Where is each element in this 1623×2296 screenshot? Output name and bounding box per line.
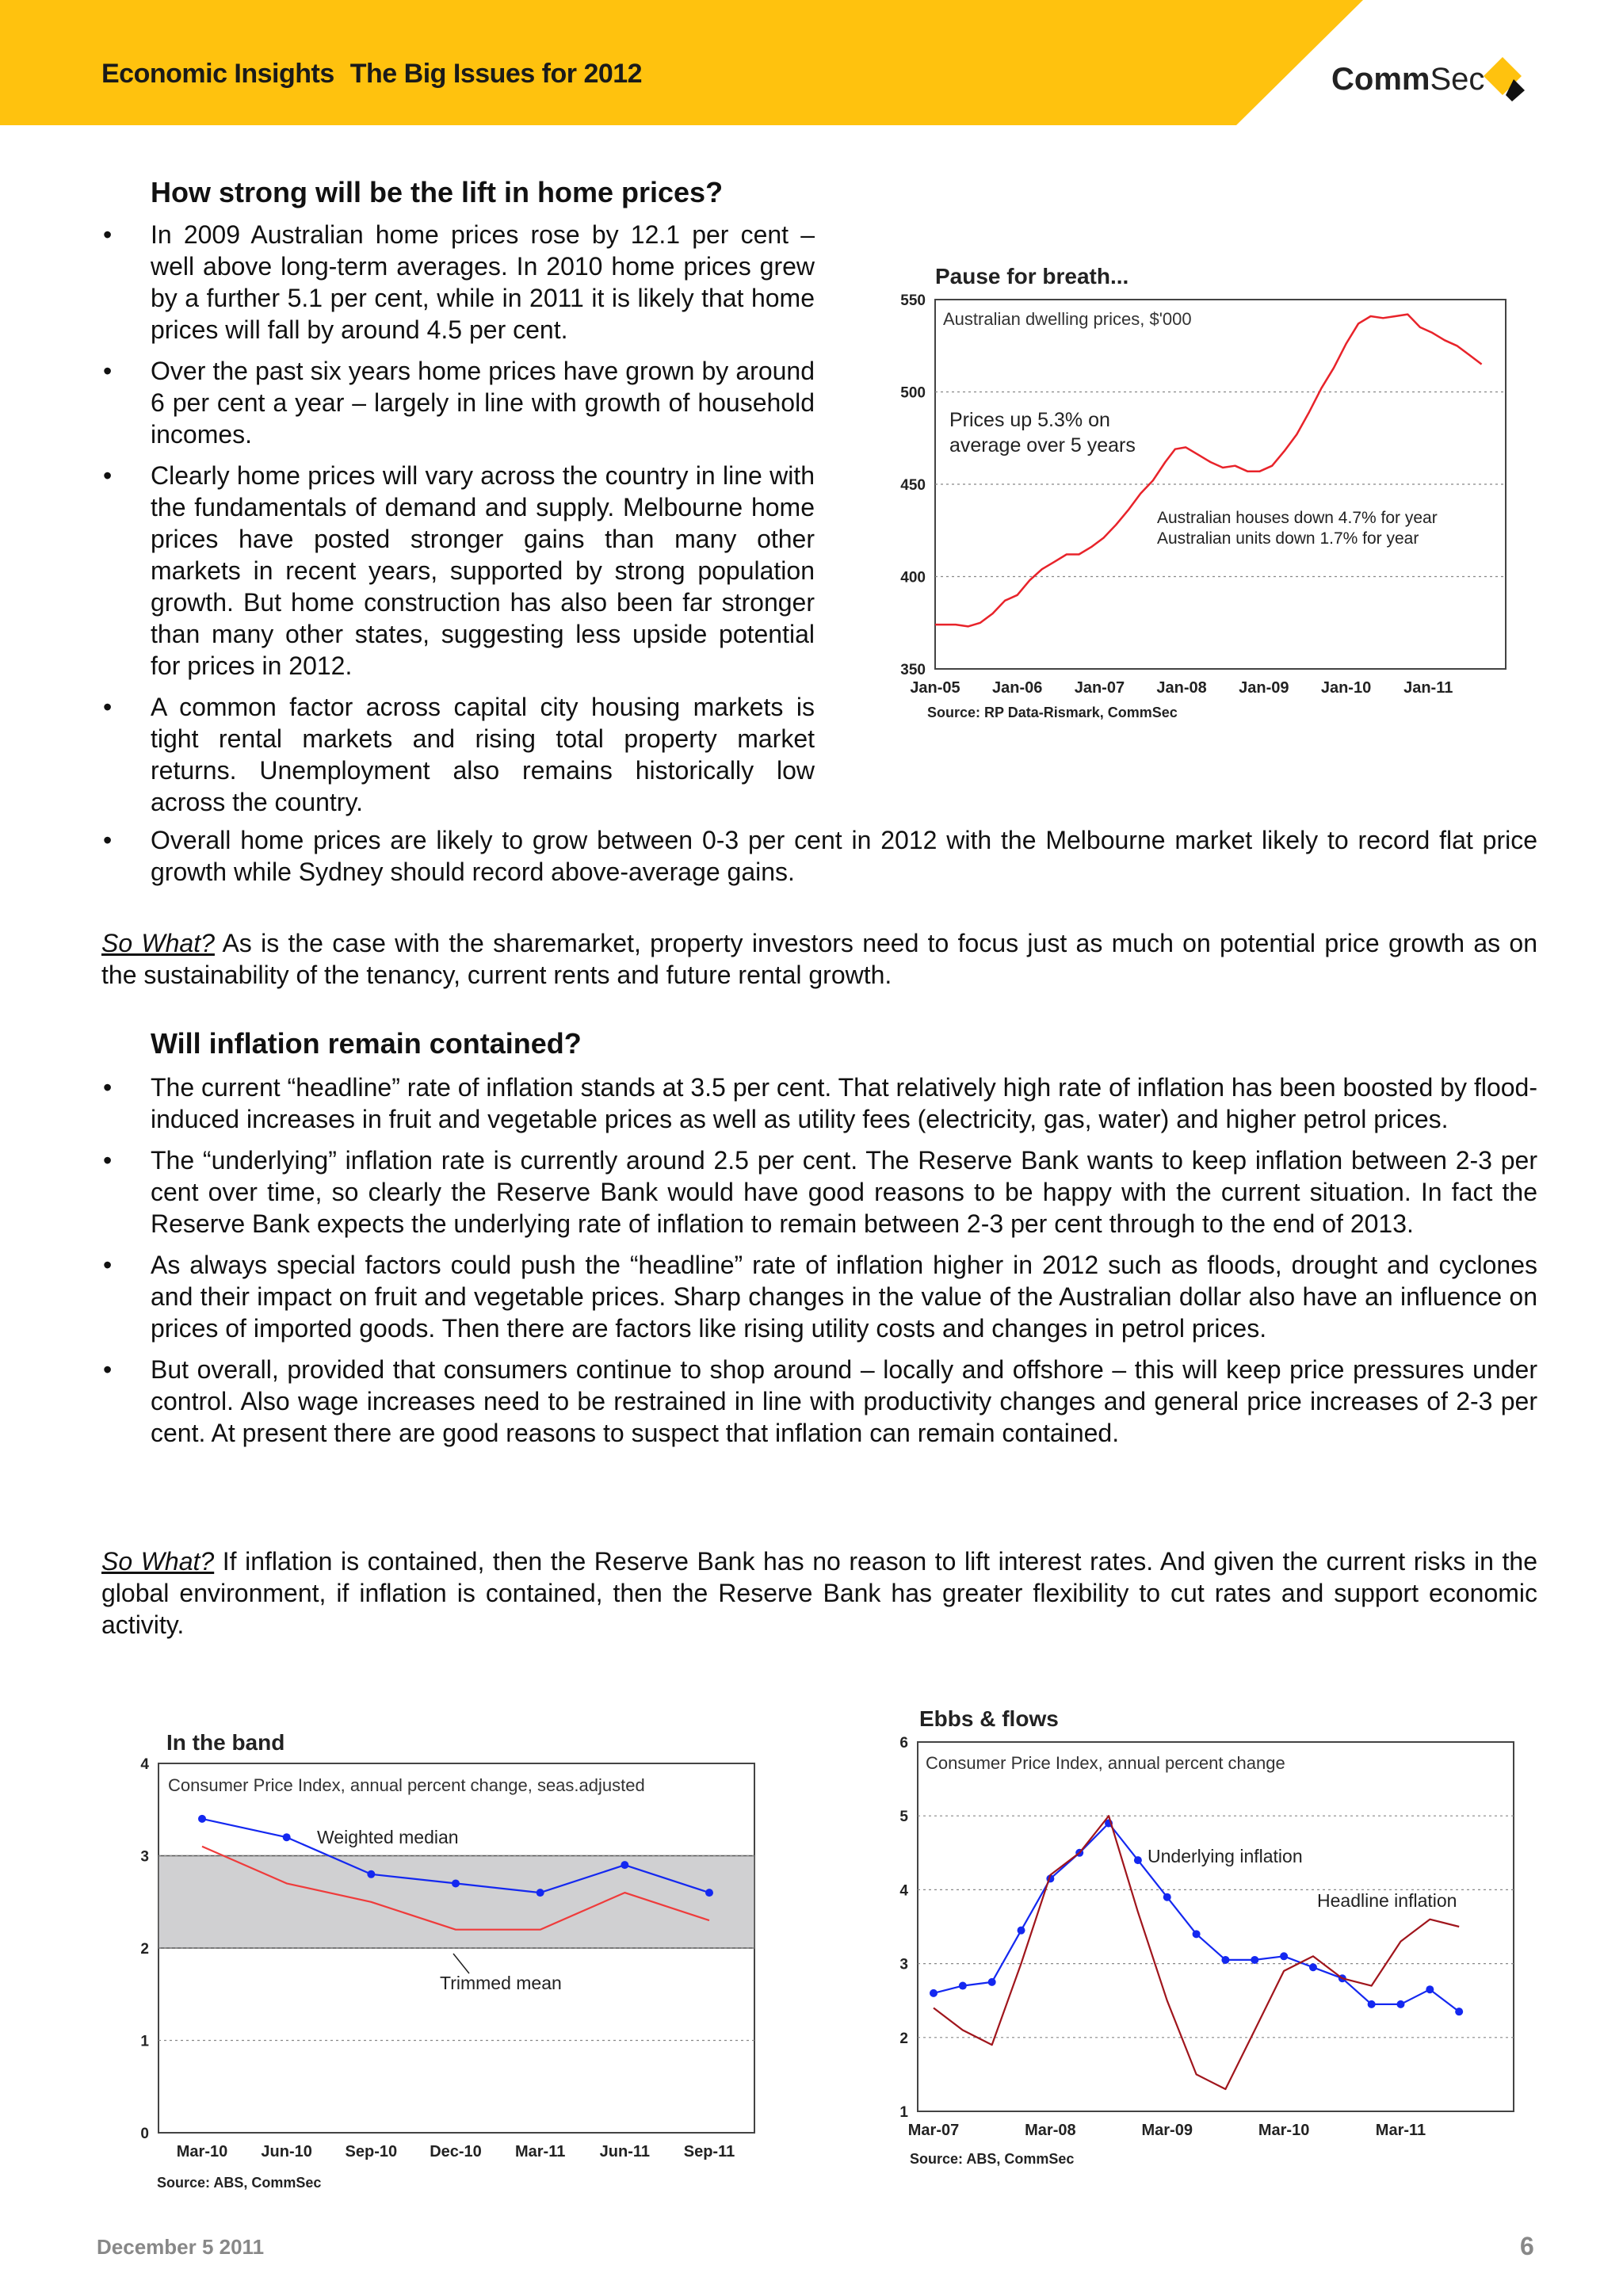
x-axis [177,2143,735,2160]
y-tick-label: 4 [899,1882,908,1900]
data-point [1221,1956,1229,1964]
y-tick-label: 5 [899,1809,908,1826]
header-doc-title: The Big Issues for 2012 [349,59,643,89]
data-point [705,1889,713,1897]
plot-frame [918,1742,1514,2111]
data-point [1163,1893,1171,1901]
data-point [1018,1927,1025,1935]
y-tick-label: 2 [140,1941,149,1958]
data-point [1426,1985,1434,1993]
x-tick-label: Mar-11 [1375,2122,1426,2139]
y-tick-label: 2 [899,2030,908,2047]
chart-title: In the band [166,1730,285,1755]
y-tick-label: 4 [140,1756,149,1773]
x-tick-label: Mar-07 [907,2122,960,2139]
x-axis [908,2122,1426,2139]
y-axis [899,1735,908,2121]
x-tick-label: Jun-10 [261,2143,312,2160]
section2-so-what [101,1545,1537,1641]
logo-bold: Comm [1331,62,1430,97]
chart-title: Ebbs & flows [919,1706,1059,1731]
x-tick-label: Mar-10 [176,2143,228,2160]
list-item: • Clearly home prices will vary across the country in line with the fundamentals of demand and supply. Melbourne home prices have posted stronger gains than many other markets in recent years, supported by strong population growth. But home construction has also been far stronger than many other states, suggesting less upside potential for prices in 2012. [101,460,815,682]
x-tick-label: Mar-11 [514,2143,566,2160]
list-item: • Over the past six years home prices have grown by around 6 per cent a year – largely in line with growth of household incomes. [101,355,815,450]
data-point [988,1978,996,1986]
so-what-text: If inflation is contained, then the Reserve Bank has no reason to lift interest rates. And given the current risks in the global environment, if inflation is contained, then the Reserve Bank has greater flexibility to cut rates and support economic activity. [101,1547,1538,1639]
data-point [537,1889,544,1897]
header-title [101,59,658,90]
data-point [283,1833,291,1841]
x-axis [910,679,1453,697]
x-tick-label: Jan-05 [910,679,960,697]
y-tick-label: 3 [899,1956,908,1973]
x-tick-label: Sep-10 [345,2143,398,2160]
chart-pause-for-breath [888,262,1522,737]
x-tick-label: Dec-10 [430,2143,482,2160]
so-what-label: So What? [101,929,215,957]
series-label: Headline inflation [1317,1890,1457,1911]
y-tick-label: 400 [900,569,926,586]
target-band [158,1856,754,1949]
list-item: • Overall home prices are likely to grow between 0-3 per cent in 2012 with the Melbourne market likely to record flat price growth while Sydney should record above-average gains. [101,824,1537,888]
list-item: • A common factor across capital city housing markets is tight rental markets and rising total property market returns. Unemployment also remains historically low across the country. [101,691,815,818]
data-point [1193,1930,1201,1938]
y-tick-label: 1 [140,2033,149,2050]
chart-ebbs-and-flows [880,1704,1529,2187]
chart-source: Source: RP Data-Rismark, CommSec [927,705,1178,720]
data-point [959,1982,967,1990]
data-point [452,1879,460,1887]
y-axis [140,1756,149,2142]
section1-bullets-left [101,219,815,827]
y-tick-label: 3 [140,1848,149,1866]
chart-subtitle: Consumer Price Index, annual percent change [926,1753,1285,1773]
x-tick-label: Jan-10 [1320,679,1372,697]
y-tick-label: 1 [899,2104,908,2121]
y-tick-label: 0 [140,2126,149,2142]
section1-heading: How strong will be the lift in home prices? [151,176,724,208]
y-axis [900,292,926,678]
section1-so-what [101,927,1537,991]
x-tick-label: Jan-08 [1156,679,1207,697]
y-tick-label: 550 [900,292,926,309]
data-point [367,1870,375,1878]
data-point [1280,1952,1288,1960]
chart-source: Source: ABS, CommSec [157,2175,322,2191]
chart-in-the-band [127,1728,777,2203]
x-tick-label: Mar-09 [1141,2122,1193,2139]
data-point [1309,1963,1317,1971]
data-point [1251,1956,1258,1964]
section2-heading: Will inflation remain contained? [151,1027,582,1060]
annotation: Australian units down 1.7% for year [1157,529,1419,548]
x-tick-label: Jan-07 [1074,679,1125,697]
x-tick-label: Jan-11 [1403,679,1453,697]
page-number: 6 [1520,2232,1534,2260]
series-label: Weighted median [317,1827,459,1847]
footer-date: December 5 2011 [97,2235,265,2259]
y-tick-label: 450 [900,477,926,494]
x-tick-label: Mar-08 [1025,2122,1076,2139]
data-point [1396,2000,1404,2008]
section2-bullets [101,1072,1537,1458]
x-tick-label: Mar-10 [1258,2122,1310,2139]
chart-title: Pause for breath... [935,264,1129,288]
x-tick-label: Jan-06 [992,679,1043,697]
data-point [1455,2008,1463,2015]
logo-light: Sec [1430,62,1485,97]
series-label: Underlying inflation [1148,1846,1303,1866]
x-tick-label: Jan-09 [1239,679,1289,697]
so-what-text: As is the case with the sharemarket, property investors need to focus just as much on potential price growth as on the sustainability of the tenancy, current rents and future rental growth. [101,929,1538,989]
list-item: • But overall, provided that consumers continue to shop around – locally and offshore – this will keep price pressures under control. Also wage increases need to be restrained in line with productivity changes and general price increases of 2-3 per cent. At present there are good reasons to suspect that inflation can remain contained. [101,1354,1537,1449]
data-point [198,1815,206,1823]
data-point [1134,1856,1142,1864]
list-item: • As always special factors could push the “headline” rate of inflation higher in 2012 such as floods, drought and cyclones and their impact on fruit and vegetable prices. Sharp changes in the value of the Australian dollar also have an influence on prices of imported goods. Then there are factors like rising utility costs and changes in petrol prices. [101,1249,1537,1344]
y-tick-label: 6 [899,1735,908,1752]
annotation: Prices up 5.3% on [949,409,1110,431]
annotation: Australian houses down 4.7% for year [1157,509,1438,527]
data-point [1368,2000,1376,2008]
x-tick-label: Sep-11 [683,2143,735,2160]
header-series: Economic Insights [101,59,334,89]
annotation: average over 5 years [949,434,1136,457]
data-point [621,1861,628,1869]
list-item: • In 2009 Australian home prices rose by 12.1 per cent – well above long-term averages. In 2010 home prices grew by a further 5.1 per cent, while in 2011 it is likely that home prices will fall by around 4.5 per cent. [101,219,815,346]
commsec-logo [1331,62,1484,97]
chart-subtitle: Australian dwelling prices, $'000 [943,309,1192,329]
x-tick-label: Jun-11 [599,2143,651,2160]
logo-diamond-icon [1482,55,1529,103]
list-item: • The “underlying” inflation rate is currently around 2.5 per cent. The Reserve Bank wants to keep inflation between 2-3 per cent over time, so clearly the Reserve Bank would have good reasons to be happy with the current situation. In fact the Reserve Bank expects the underlying rate of inflation to remain between 2-3 per cent through to the end of 2013. [101,1144,1537,1240]
chart-subtitle: Consumer Price Index, annual percent change, seas.adjusted [168,1775,645,1795]
so-what-label: So What? [101,1547,215,1576]
list-item: • The current “headline” rate of inflation stands at 3.5 per cent. That relatively high rate of inflation has been boosted by flood-induced increases in fruit and vegetable prices as well as utility fees (electricity, gas, water) and higher petrol prices. [101,1072,1537,1135]
series-label: Trimmed mean [440,1973,562,1993]
y-tick-label: 350 [900,662,926,678]
y-tick-label: 500 [900,384,926,402]
data-point [930,1989,938,1997]
chart-source: Source: ABS, CommSec [910,2151,1075,2167]
section1-bullets-full [101,824,1537,897]
